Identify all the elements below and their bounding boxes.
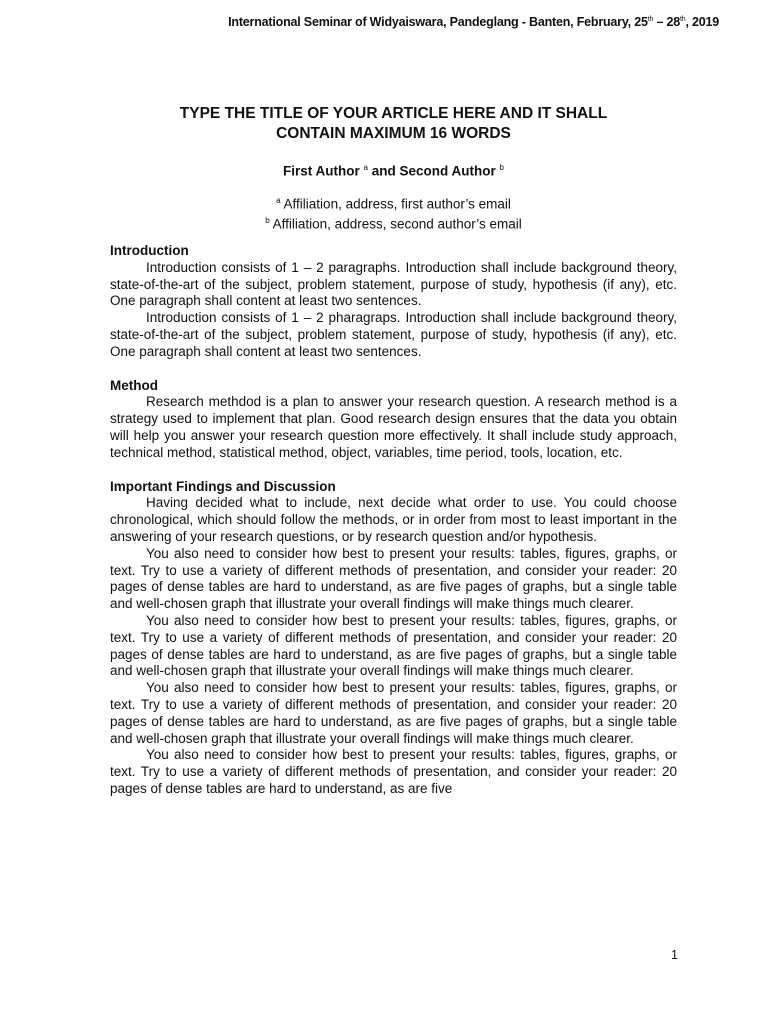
article-body	[110, 243, 677, 815]
second-author: and Second Author	[368, 163, 500, 179]
header-text-part3: , 2019	[685, 15, 719, 29]
affiliation-a	[110, 193, 677, 213]
title-line-1: TYPE THE TITLE OF YOUR ARTICLE HERE AND IT SHALL	[179, 105, 608, 122]
section-heading-method: Method	[110, 377, 158, 393]
title-line-2: CONTAIN MAXIMUM 16 WORDS	[276, 125, 511, 142]
affiliation-b-text: Affiliation, address, second author’s email	[269, 216, 522, 232]
paragraph: Having decided what to include, next decide what order to use. You could choose chronological, which should follow the methods, or in order from most to least important in the answering of your research questions, or by research question and/or hypothesis.	[110, 495, 677, 544]
header-superscript-2: th	[679, 15, 686, 23]
paragraph: You also need to consider how best to present your results: tables, figures, graphs, or text. Try to use a variety of different methods of presentation, and consider your reader: 20 pages of dense tables are hard to understand, as are five	[110, 747, 677, 796]
affiliation-a-text: Affiliation, address, first author’s email	[280, 196, 511, 212]
paragraph: You also need to consider how best to present your results: tables, figures, graphs, or text. Try to use a variety of different methods of presentation, and consider your reader: 20 pages of dense tables are hard to understand, as are five pages of graphs, but a single table and well-chosen graph that illustrate your overall findings will make things much clearer.	[110, 612, 677, 679]
section-findings	[110, 479, 677, 798]
affiliations	[110, 193, 677, 233]
first-author: First Author	[283, 163, 364, 179]
first-author-mark: a	[363, 163, 368, 172]
section-introduction	[110, 243, 677, 361]
paragraph: Research methdod is a plan to answer your research question. A research method is a strategy used to implement that plan. Good research design ensures that the data you obtain will help you answer your research question more effectively. It shall include study approach, technical method, statistical method, object, variables, time period, tools, location, etc.	[110, 394, 677, 460]
author-line	[110, 159, 677, 180]
page-number: 1	[671, 948, 678, 962]
paragraph: You also need to consider how best to present your results: tables, figures, graphs, or text. Try to use a variety of different methods of presentation, and consider your reader: 20 pages of dense tables are hard to understand, as are five pages of graphs, but a single table and well-chosen graph that illustrate your overall findings will make things much clearer.	[110, 680, 677, 746]
running-header	[228, 15, 719, 29]
header-text-part2: – 28	[653, 15, 680, 29]
affiliation-b-mark: b	[265, 216, 270, 225]
affiliation-b	[110, 213, 677, 233]
section-heading-findings: Important Findings and Discussion	[110, 478, 336, 494]
section-heading-introduction: Introduction	[110, 243, 189, 258]
article-title	[110, 104, 677, 144]
header-superscript-1: th	[647, 15, 654, 23]
affiliation-a-mark: a	[276, 196, 281, 205]
paragraph: Introduction consists of 1 – 2 paragraphs. Introduction shall include background theory, state-of-the-art of the subject, problem statement, purpose of study, hypothesis (if any), etc. One paragraph shall content at least two sentences.	[110, 259, 677, 309]
paragraph: Introduction consists of 1 – 2 pharagraps. Introduction shall include background theory, state-of-the-art of the subject, problem statement, purpose of study, hypothesis (if any), etc. One paragraph shall content at least two sentences.	[110, 310, 677, 359]
paragraph: You also need to consider how best to present your results: tables, figures, graphs, or text. Try to use a variety of different methods of presentation, and consider your reader: 20 pages of dense tables are hard to understand, as are five pages of graphs, but a single table and well-chosen graph that illustrate your overall findings will make things much clearer.	[110, 545, 677, 612]
section-method	[110, 378, 677, 462]
second-author-mark: b	[499, 163, 504, 172]
header-text-part1: International Seminar of Widyaiswara, Pandeglang - Banten, February, 25	[228, 15, 648, 29]
